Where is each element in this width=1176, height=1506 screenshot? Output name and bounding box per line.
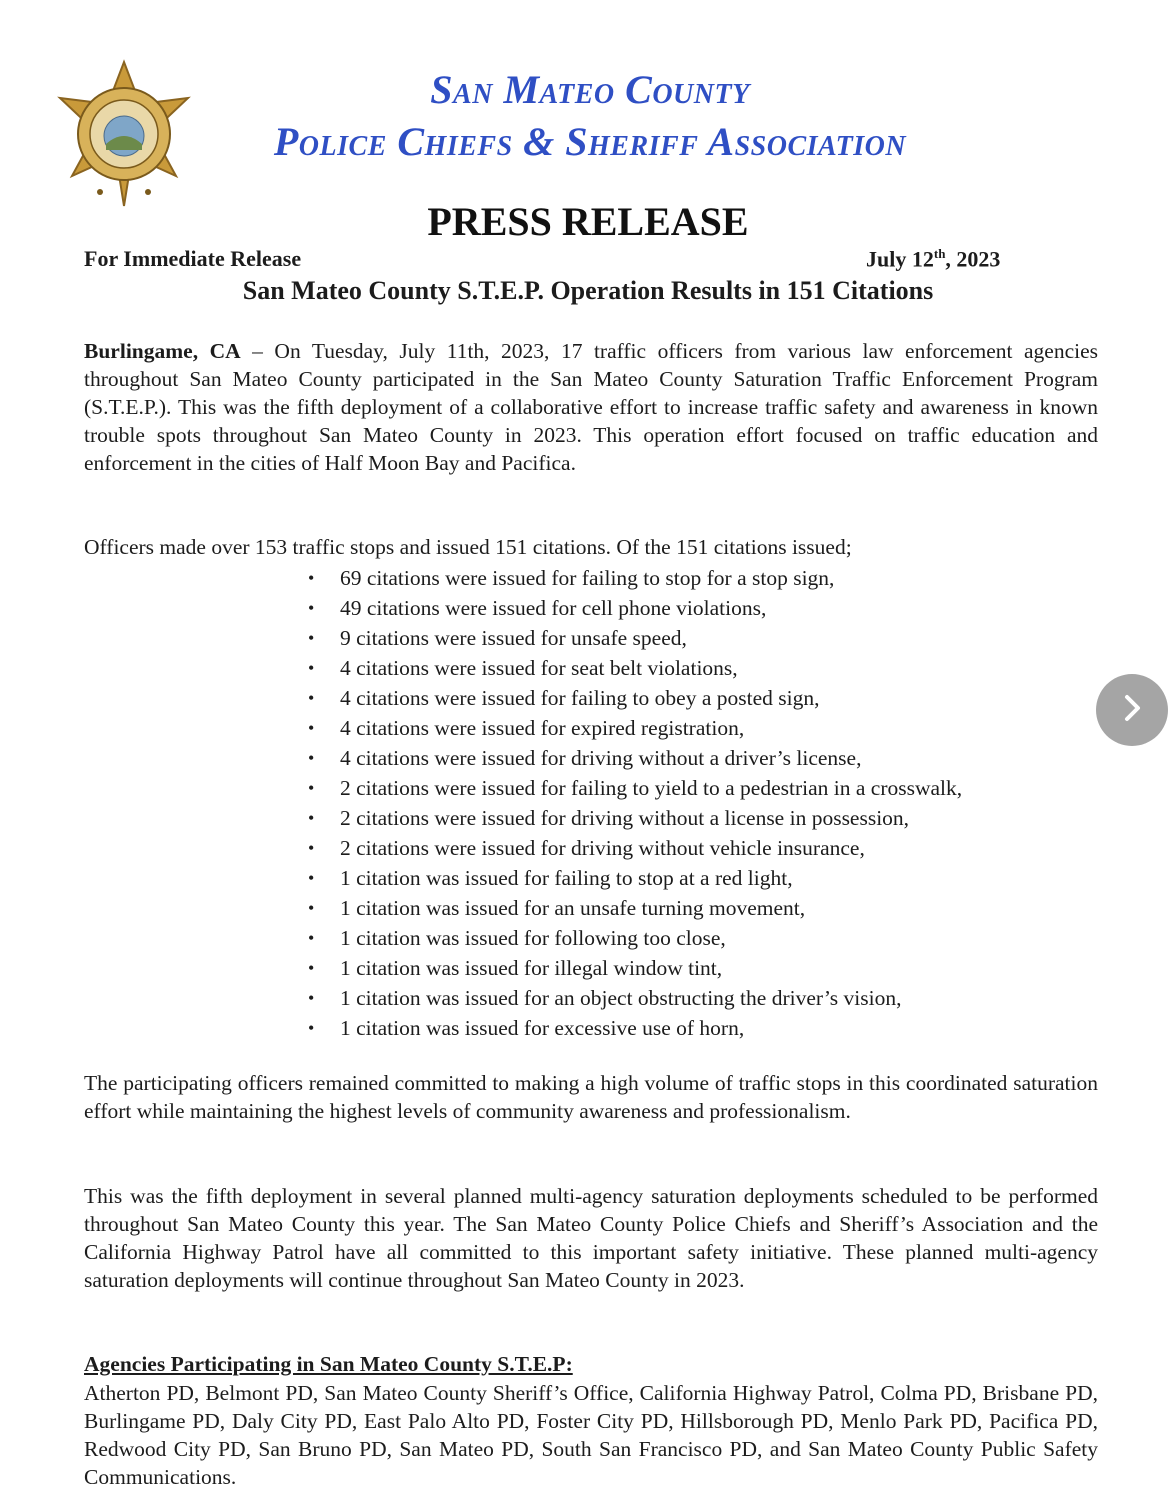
- citation-item: [300, 833, 962, 863]
- release-headline: San Mateo County S.T.E.P. Operation Results in 151 Citations: [242, 276, 934, 305]
- citation-text: 69 citations were issued for failing to stop for a stop sign,: [340, 566, 835, 590]
- bullet-icon: •: [308, 748, 315, 768]
- bullet-icon: •: [308, 808, 315, 828]
- bullet-icon: •: [308, 1018, 315, 1038]
- citation-text: 1 citation was issued for illegal window tint,: [340, 956, 723, 980]
- citation-item: [300, 773, 962, 803]
- citation-item: [300, 923, 962, 953]
- citations-list: [300, 563, 962, 1043]
- citation-item: [300, 863, 962, 893]
- bullet-icon: •: [308, 838, 315, 858]
- citation-text: 4 citations were issued for failing to obey a posted sign,: [340, 686, 820, 710]
- citation-item: [300, 983, 962, 1013]
- bullet-icon: •: [308, 598, 315, 618]
- press-release-title: PRESS RELEASE: [427, 199, 749, 244]
- bullet-icon: •: [308, 868, 315, 888]
- citation-text: 4 citations were issued for driving without a driver’s license,: [340, 746, 862, 770]
- citation-text: 1 citation was issued for failing to stop at a red light,: [340, 866, 793, 890]
- deployment-paragraph: This was the fifth deployment in several planned multi-agency saturation deployments scheduled to be performed throughout San Mateo County this year. The San Mateo County Police Chiefs and Sheriff’s Association and the California Highway Patrol have all committed to this important safety initiative. These planned multi-agency saturation deployments will continue throughout San Mateo County in 2023.: [84, 1184, 1098, 1292]
- release-status: For Immediate Release: [84, 246, 302, 271]
- citation-item: [300, 563, 962, 593]
- citation-text: 2 citations were issued for driving without vehicle insurance,: [340, 836, 865, 860]
- citation-item: [300, 623, 962, 653]
- citation-text: 4 citations were issued for seat belt violations,: [340, 656, 738, 680]
- org-name-line2: Police Chiefs & Sheriff Association: [273, 119, 907, 164]
- citation-text: 4 citations were issued for expired registration,: [340, 716, 745, 740]
- bullet-icon: •: [308, 718, 315, 738]
- citation-item: [300, 743, 962, 773]
- bullet-icon: •: [308, 958, 315, 978]
- citation-item: [300, 653, 962, 683]
- citation-text: 2 citations were issued for failing to yield to a pedestrian in a crosswalk,: [340, 776, 963, 800]
- association-badge-logo: [48, 58, 200, 210]
- commitment-paragraph: The participating officers remained committed to making a high volume of traffic stops in this coordinated saturation effort while maintaining the highest levels of community awareness and professionalism.: [84, 1071, 1098, 1123]
- citation-item: [300, 893, 962, 923]
- citation-item: [300, 1013, 962, 1043]
- bullet-icon: •: [308, 928, 315, 948]
- release-date: July 12th, 2023: [866, 246, 1001, 272]
- org-name-line1: San Mateo County: [430, 67, 750, 112]
- citation-text: 2 citations were issued for driving without a license in possession,: [340, 806, 910, 830]
- citation-text: 49 citations were issued for cell phone violations,: [340, 596, 767, 620]
- citation-text: 9 citations were issued for unsafe speed,: [340, 626, 687, 650]
- citation-item: [300, 803, 962, 833]
- bullet-icon: •: [308, 778, 315, 798]
- citation-item: [300, 953, 962, 983]
- citations-intro: Officers made over 153 traffic stops and issued 151 citations. Of the 151 citations issued;: [84, 535, 852, 559]
- bullet-icon: •: [308, 628, 315, 648]
- citation-text: 1 citation was issued for an object obstructing the driver’s vision,: [340, 986, 902, 1010]
- bullet-icon: •: [308, 568, 315, 588]
- citation-item: [300, 593, 962, 623]
- bullet-icon: •: [308, 688, 315, 708]
- citation-item: [300, 713, 962, 743]
- bullet-icon: •: [308, 988, 315, 1008]
- citation-text: 1 citation was issued for an unsafe turning movement,: [340, 896, 806, 920]
- bullet-icon: •: [308, 898, 315, 918]
- chevron-right-icon: [1115, 691, 1149, 730]
- citation-item: [300, 683, 962, 713]
- intro-paragraph: Burlingame, CA – On Tuesday, July 11th, 2023, 17 traffic officers from various law enforcement agencies throughout San Mateo County participated in the San Mateo County Saturation Traffic Enforcement Program (S.T.E.P.). This was the fifth deployment of a collaborative effort to increase traffic safety and awareness in known trouble spots throughout San Mateo County in 2023. This operation effort focused on traffic education and enforcement in the cities of Half Moon Bay and Pacifica.: [84, 339, 1098, 475]
- bullet-icon: •: [308, 658, 315, 678]
- citation-text: 1 citation was issued for excessive use of horn,: [340, 1016, 745, 1040]
- next-page-button[interactable]: [1096, 674, 1168, 746]
- citation-text: 1 citation was issued for following too close,: [340, 926, 726, 950]
- dateline: Burlingame, CA: [84, 339, 241, 363]
- agencies-heading: Agencies Participating in San Mateo County S.T.E.P:: [84, 1352, 573, 1376]
- agencies-list: Atherton PD, Belmont PD, San Mateo County Sheriff’s Office, California Highway Patrol, Colma PD, Brisbane PD, Burlingame PD, Daly City PD, East Palo Alto PD, Foster City PD, Hillsborough PD, Menlo Park PD, Pacifica PD, Redwood City PD, San Bruno PD, San Mateo PD, South San Francisco PD, and San Mateo County Public Safety Communications.: [84, 1381, 1098, 1489]
